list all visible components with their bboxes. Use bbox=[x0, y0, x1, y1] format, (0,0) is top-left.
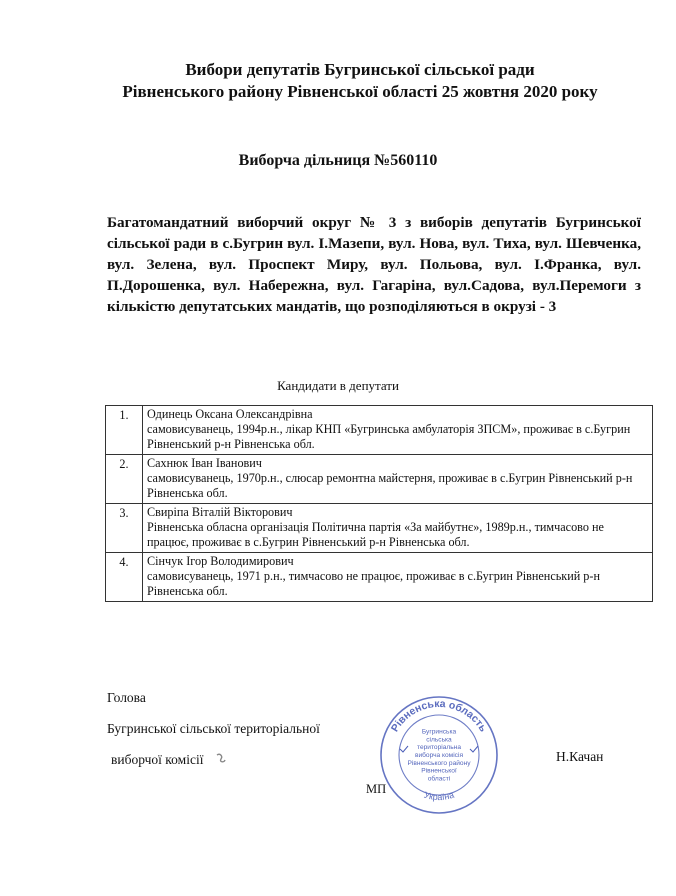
candidate-details: самовисуванець, 1994р.н., лікар КНП «Бугринська амбулаторія ЗПСМ», проживає в с.Бугрин Рівненський р-н Рівненська обл. bbox=[147, 422, 631, 451]
candidate-number: 4. bbox=[106, 553, 143, 602]
election-title-line2: Рівненського району Рівненської області 25 жовтня 2020 року bbox=[122, 82, 598, 101]
candidate-details: Рівненська обласна організація Політична партія «За майбутнє», 1989р.н., тимчасово не працює, проживає в с.Бугрин Рівненський р-н Рівненська обл. bbox=[147, 520, 604, 549]
candidate-name: Сінчук Ігор Володимирович bbox=[147, 554, 294, 568]
stamp-inner-line: Рівненської bbox=[421, 767, 457, 775]
district-description: Багатомандатний виборчий округ № 3 з виборів депутатів Бугринської сільської ради в с.Бугрин вул. І.Мазепи, вул. Нова, вул. Тиха, вул. Шевченка, вул. Зелена, вул. Проспект Миру, вул. Польова, вул. І.Франка, вул. П.Дорошенка, вул. Набережна, вул. Гагаріна, вул.Садова, вул.Перемоги з кількістю депутатських мандатів, що розподіляються в окрузі - 3 bbox=[107, 214, 641, 315]
signature-mark bbox=[214, 752, 228, 766]
election-title-line1: Вибори депутатів Бугринської сільської ради bbox=[185, 60, 535, 79]
candidate-details: самовисуванець, 1970р.н., слюсар ремонтна майстерня, проживає в с.Бугрин Рівненський р-н Рівненська обл. bbox=[147, 471, 633, 500]
candidate-row bbox=[106, 455, 653, 504]
candidates-caption: Кандидати в депутати bbox=[277, 378, 399, 393]
candidate-number: 2. bbox=[106, 455, 143, 504]
stamp-inner-line: виборча комісія bbox=[414, 752, 464, 759]
stamp-outer-bottom: Україна bbox=[422, 789, 456, 803]
signer-name: Н.Качан bbox=[556, 749, 604, 764]
candidates-table bbox=[105, 405, 653, 602]
candidate-name: Сахнюк Іван Іванович bbox=[147, 456, 262, 470]
signature-block bbox=[107, 690, 320, 783]
official-stamp bbox=[378, 694, 500, 816]
candidate-row bbox=[106, 504, 653, 553]
candidate-name: Одинець Оксана Олександрівна bbox=[147, 407, 313, 421]
candidate-name: Свиріпа Віталій Вікторович bbox=[147, 505, 293, 519]
stamp-inner-line: Рівненського району bbox=[407, 759, 471, 767]
role-line-2: Бугринської сільської територіальної bbox=[107, 721, 320, 736]
candidate-info bbox=[143, 553, 653, 602]
candidate-details: самовисуванець, 1971 р.н., тимчасово не працює, проживає в с.Бугрин Рівненський р-н Рівненська обл. bbox=[147, 569, 600, 598]
seal-place-label: МП bbox=[366, 782, 387, 796]
stamp-outer-top: Рівненська область bbox=[388, 697, 490, 735]
stamp-inner-line: територіальна bbox=[417, 744, 461, 752]
candidate-info bbox=[143, 504, 653, 553]
candidate-number: 3. bbox=[106, 504, 143, 553]
candidate-row bbox=[106, 553, 653, 602]
candidate-info bbox=[143, 406, 653, 455]
candidate-number: 1. bbox=[106, 406, 143, 455]
candidate-row bbox=[106, 406, 653, 455]
role-line-3: виборчої комісії bbox=[111, 752, 204, 767]
stamp-inner-line: Бугринська bbox=[421, 728, 457, 736]
candidate-info bbox=[143, 455, 653, 504]
stamp-inner-line: сільська bbox=[426, 736, 452, 744]
election-title bbox=[60, 59, 660, 103]
stamp-inner-line: області bbox=[427, 775, 451, 783]
role-line-1: Голова bbox=[107, 690, 146, 705]
precinct-heading: Виборча дільниця №560110 bbox=[238, 152, 438, 169]
svg-text:Україна bbox=[423, 790, 455, 802]
